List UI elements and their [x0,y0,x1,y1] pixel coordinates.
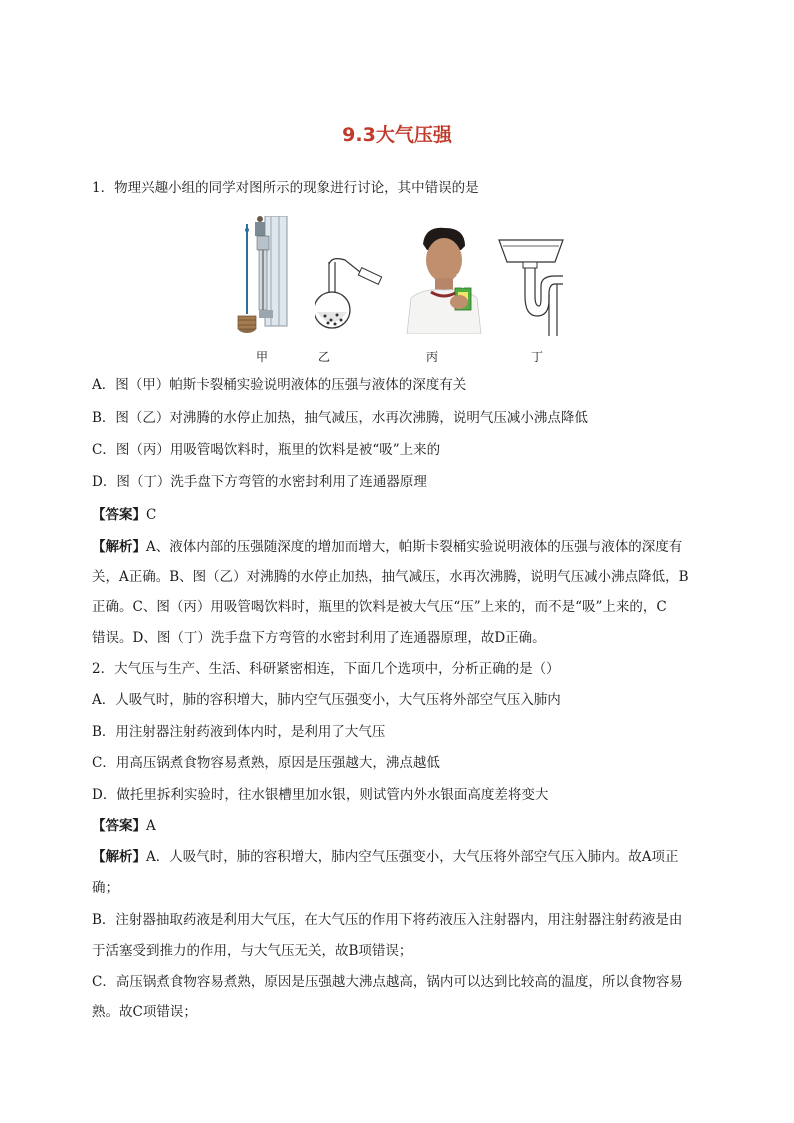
flask-syringe-figure [315,254,385,334]
boy-drinking-figure [403,226,485,334]
answer-label: 【答案】 [92,818,146,834]
sink-trap-figure [497,236,565,336]
analysis-text: A．人吸气时，肺的容积增大，肺内空气压强变小，大气压将外部空气压入肺内。故A项正 [146,849,679,865]
q2-analysis-line [92,847,679,867]
q2-analysis-line: B．注射器抽取药液是利用大气压，在大气压的作用下将药液压入注射器内，用注射器注射药液是由 [92,912,683,928]
page-title: 9.3大气压强 [342,124,452,146]
analysis-label: 【解析】 [92,849,146,865]
q2-answer [92,816,156,836]
q1-analysis-line: 正确。C、图（丙）用吸管喝饮料时，瓶里的饮料是被大气压“压”上来的，而不是“吸”上来的，C [92,599,667,615]
figure-caption-ding: 丁 [530,350,543,364]
q2-option-d: D．做托里拆利实验时，往水银槽里加水银，则试管内外水银面高度差将变大 [92,787,549,803]
answer-label: 【答案】 [92,507,146,523]
q1-answer [92,505,156,525]
q2-stem: 2．大气压与生产、生活、科研紧密相连，下面几个选项中，分析正确的是（） [92,661,560,677]
q1-analysis-line: 错误。D、图（丁）洗手盘下方弯管的水密封利用了连通器原理，故D正确。 [92,630,546,646]
q2-analysis-line: 熟。故C项错误； [92,1004,197,1020]
answer-value: A [146,818,156,834]
figure-caption-yi: 乙 [317,350,330,364]
analysis-text: A、液体内部的压强随深度的增加而增大，帕斯卡裂桶实验说明液体的压强与液体的深度有 [146,539,683,555]
figure-caption-bing: 丙 [425,350,438,364]
answer-value: C [146,507,157,523]
q1-option-a: A．图（甲）帕斯卡裂桶实验说明液体的压强与液体的深度有关 [92,377,467,393]
q1-option-d: D．图（丁）洗手盘下方弯管的水密封利用了连通器原理 [92,474,427,490]
q2-analysis-line: 于活塞受到推力的作用，与大气压无关，故B项错误； [92,943,413,959]
q2-option-b: B．用注射器注射药液到体内时，是利用了大气压 [92,724,386,740]
q1-stem: 1．物理兴趣小组的同学对图所示的现象进行讨论，其中错误的是 [92,180,479,196]
q1-option-b: B．图（乙）对沸腾的水停止加热，抽气减压，水再次沸腾，说明气压减小沸点降低 [92,410,588,426]
figure-caption-jia: 甲 [255,350,268,364]
q2-option-a: A．人吸气时，肺的容积增大，肺内空气压强变小，大气压将外部空气压入肺内 [92,692,561,708]
pascal-barrel-figure [235,216,290,341]
q1-analysis-line [92,537,682,557]
q2-analysis-line: C．高压锅煮食物容易煮熟，原因是压强越大沸点越高，锅内可以达到比较高的温度，所以食物容易 [92,974,683,990]
q1-option-c: C．图（丙）用吸管喝饮料时，瓶里的饮料是被“吸”上来的 [92,442,441,458]
q2-analysis-line: 确； [92,880,119,896]
analysis-label: 【解析】 [92,539,146,555]
q1-analysis-line: 关，A正确。B、图（乙）对沸腾的水停止加热，抽气减压，水再次沸腾，说明气压减小沸点降低，B [92,569,689,585]
q2-option-c: C．用高压锅煮食物容易煮熟，原因是压强越大，沸点越低 [92,755,440,771]
q1-figures [235,216,575,366]
